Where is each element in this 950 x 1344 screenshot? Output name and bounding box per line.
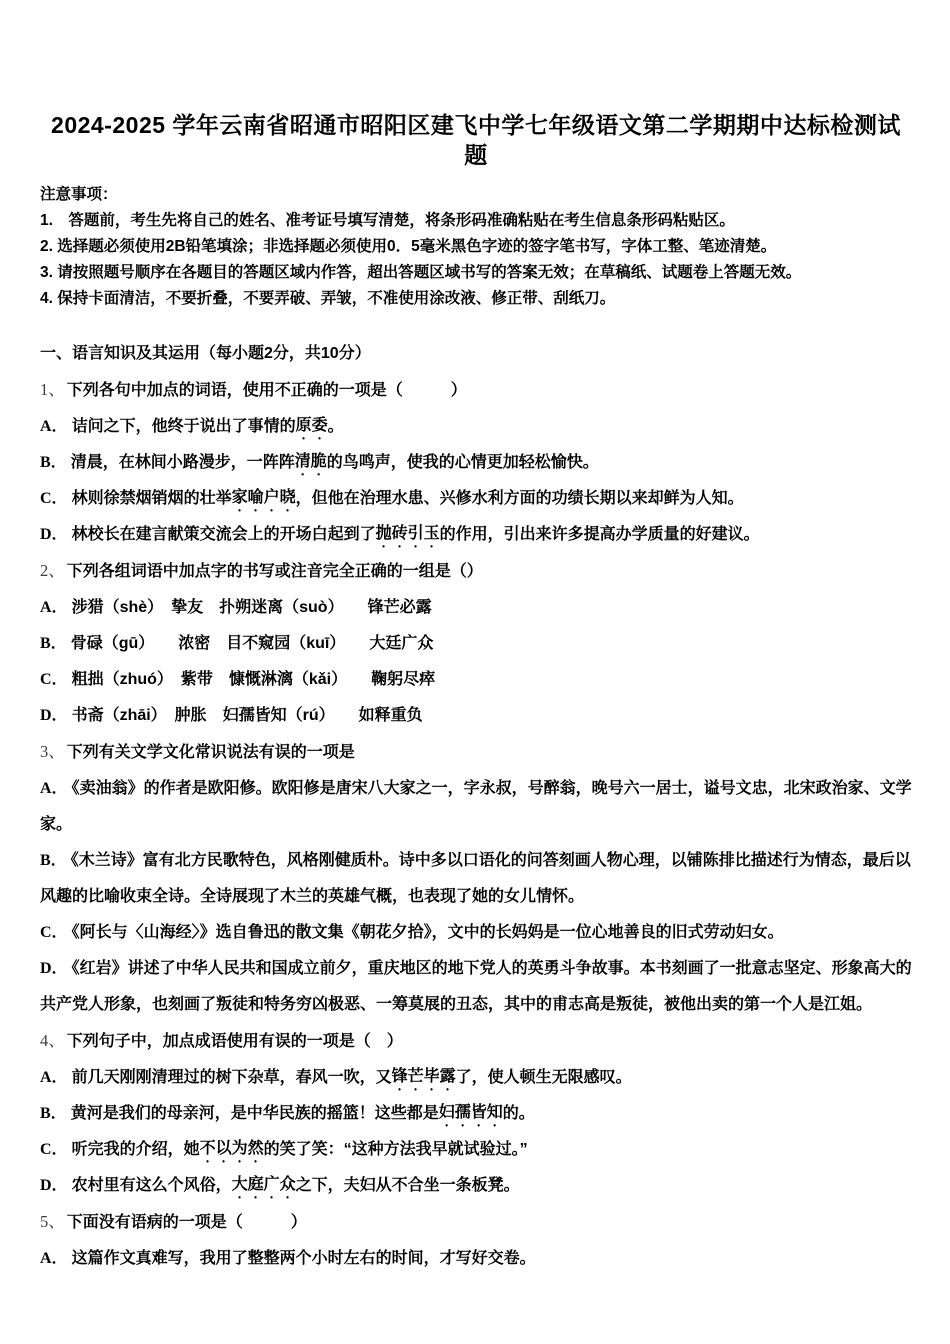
option-text: 黄河是我们的母亲河，是中华民族的摇篮！这些都是妇孺皆知的。 bbox=[70, 1103, 535, 1122]
answer-option bbox=[40, 698, 912, 734]
question-stem: 下列有关文学文化常识说法有误的一项是 bbox=[66, 744, 355, 761]
notice-heading: 注意事项： bbox=[40, 186, 118, 203]
answer-option bbox=[40, 626, 912, 662]
answer-option bbox=[40, 662, 912, 698]
question-stem: 下列句子中，加点成语使用有误的一项是（ ） bbox=[66, 1033, 403, 1050]
question-block bbox=[40, 1204, 912, 1277]
question-number: 5、 bbox=[40, 1212, 65, 1231]
page-title: 2024-2025 学年云南省昭通市昭阳区建飞中学七年级语文第二学期期中达标检测试题 bbox=[51, 112, 901, 168]
option-label: D． bbox=[40, 960, 68, 977]
option-label: D． bbox=[40, 707, 68, 724]
option-label: A． bbox=[40, 418, 68, 435]
option-text: 这篇作文真难写，我用了整整两个小时左右的时间，才写好交卷。 bbox=[71, 1250, 536, 1267]
option-text: 清晨，在林间小路漫步，一阵阵清脆的鸟鸣声，使我的心情更加轻松愉快。 bbox=[70, 452, 599, 471]
question-stem-line bbox=[40, 553, 912, 590]
option-label: A． bbox=[40, 1250, 68, 1267]
option-label: C． bbox=[40, 490, 68, 507]
option-text: 林则徐禁烟销烟的壮举家喻户晓，但他在治理水患、兴修水利方面的功绩长期以来却鲜为人知。 bbox=[71, 488, 744, 507]
question-block bbox=[40, 372, 912, 553]
question-list bbox=[40, 372, 912, 1277]
question-block bbox=[40, 553, 912, 734]
option-label: D． bbox=[40, 526, 68, 543]
notice-section bbox=[40, 182, 912, 312]
notice-list bbox=[40, 208, 912, 312]
question-stem-line bbox=[40, 372, 912, 409]
question-number: 4、 bbox=[40, 1031, 65, 1050]
option-label: B． bbox=[40, 1105, 67, 1122]
notice-item: 1. 答题前，考生先将自己的姓名、准考证号填写清楚，将条形码准确粘贴在考生信息条形码粘贴区。 bbox=[40, 212, 735, 229]
option-text: 书斋（zhāi） 肿胀 妇孺皆知（rú） 如释重负 bbox=[71, 707, 423, 724]
option-text: 《红岩》讲述了中华人民共和国成立前夕，重庆地区的地下党人的英勇斗争故事。本书刻画了一批意志坚定、形象高大的共产党人形象，也刻画了叛徒和特务穷凶极恶、一筹莫展的丑态，其中的甫志高是叛徒，被他出卖的第一个人是江姐。 bbox=[40, 960, 912, 1013]
question-stem-line bbox=[40, 734, 912, 771]
notice-item: 4. 保持卡面清洁，不要折叠，不要弄破、弄皱，不准使用涂改液、修正带、刮纸刀。 bbox=[40, 290, 616, 307]
option-label: B． bbox=[40, 635, 67, 652]
answer-option bbox=[40, 1241, 912, 1277]
answer-option bbox=[40, 915, 912, 951]
option-label: A． bbox=[40, 599, 68, 616]
option-text: 《木兰诗》富有北方民歌特色，风格刚健质朴。诗中多以口语化的问答刻画人物心理，以铺陈排比描述行为情态，最后以风趣的比喻收束全诗。全诗展现了木兰的英雄气概，也表现了她的女儿情怀。 bbox=[40, 852, 911, 905]
question-block bbox=[40, 734, 912, 1023]
option-text: 诘问之下，他终于说出了事情的原委。 bbox=[71, 416, 344, 435]
question-block bbox=[40, 1023, 912, 1204]
option-text: 涉猎（shè） 挚友 扑朔迷离（suò） 锋芒必露 bbox=[71, 599, 432, 616]
option-label: C． bbox=[40, 1141, 68, 1158]
answer-option bbox=[40, 409, 912, 445]
option-text: 骨碌（gū） 浓密 目不窥园（kuī） 大廷广众 bbox=[70, 635, 434, 652]
option-label: D． bbox=[40, 1177, 68, 1194]
question-stem-line bbox=[40, 1204, 912, 1241]
option-text: 粗拙（zhuó） 紫带 慷慨淋漓（kǎi） 鞠躬尽瘁 bbox=[71, 671, 436, 688]
option-text: 农村里有这么个风俗，大庭广众之下，夫妇从不合坐一条板凳。 bbox=[71, 1175, 520, 1194]
question-number: 1、 bbox=[40, 380, 65, 399]
answer-option bbox=[40, 1168, 912, 1204]
answer-option bbox=[40, 843, 912, 915]
answer-option bbox=[40, 1060, 912, 1096]
option-text: 前几天刚刚清理过的树下杂草，春风一吹，又锋芒毕露了，使人顿生无限感叹。 bbox=[71, 1067, 632, 1086]
option-label: A． bbox=[40, 780, 68, 797]
question-stem: 下面没有语病的一项是（ ） bbox=[66, 1214, 307, 1231]
answer-option bbox=[40, 445, 912, 481]
notice-item: 3. 请按照题号顺序在各题目的答题区域内作答，超出答题区域书写的答案无效；在草稿纸、试题卷上答题无效。 bbox=[40, 264, 802, 281]
question-stem: 下列各句中加点的词语，使用不正确的一项是（ ） bbox=[66, 382, 467, 399]
option-label: A． bbox=[40, 1069, 68, 1086]
answer-option bbox=[40, 1096, 912, 1132]
answer-option bbox=[40, 771, 912, 843]
answer-option bbox=[40, 951, 912, 1023]
answer-option bbox=[40, 517, 912, 553]
question-stem: 下列各组词语中加点字的书写或注音完全正确的一组是（） bbox=[66, 563, 483, 580]
option-label: C． bbox=[40, 924, 68, 941]
option-label: C． bbox=[40, 671, 68, 688]
section-heading: 一、语言知识及其运用（每小题2分，共10分） bbox=[40, 345, 371, 362]
option-text: 听完我的介绍，她不以为然的笑了笑：“这种方法我早就试验过。” bbox=[71, 1139, 528, 1158]
option-text: 《卖油翁》的作者是欧阳修。欧阳修是唐宋八大家之一，字永叔，号醉翁，晚号六一居士，谥号文忠，北宋政治家、文学家。 bbox=[40, 780, 912, 833]
question-number: 2、 bbox=[40, 561, 65, 580]
option-text: 林校长在建言献策交流会上的开场白起到了抛砖引玉的作用，引出来许多提高办学质量的好建议。 bbox=[71, 524, 760, 543]
option-text: 《阿长与〈山海经〉》选自鲁迅的散文集《朝花夕拾》，文中的长妈妈是一位心地善良的旧式劳动妇女。 bbox=[71, 924, 784, 941]
answer-option bbox=[40, 1132, 912, 1168]
option-label: B． bbox=[40, 454, 67, 471]
question-number: 3、 bbox=[40, 742, 65, 761]
question-stem-line bbox=[40, 1023, 912, 1060]
answer-option bbox=[40, 590, 912, 626]
notice-item: 2. 选择题必须使用2B铅笔填涂；非选择题必须使用0．5毫米黑色字迹的签字笔书写，字体工整、笔迹清楚。 bbox=[40, 238, 777, 255]
answer-option bbox=[40, 481, 912, 517]
option-label: B． bbox=[40, 852, 67, 869]
